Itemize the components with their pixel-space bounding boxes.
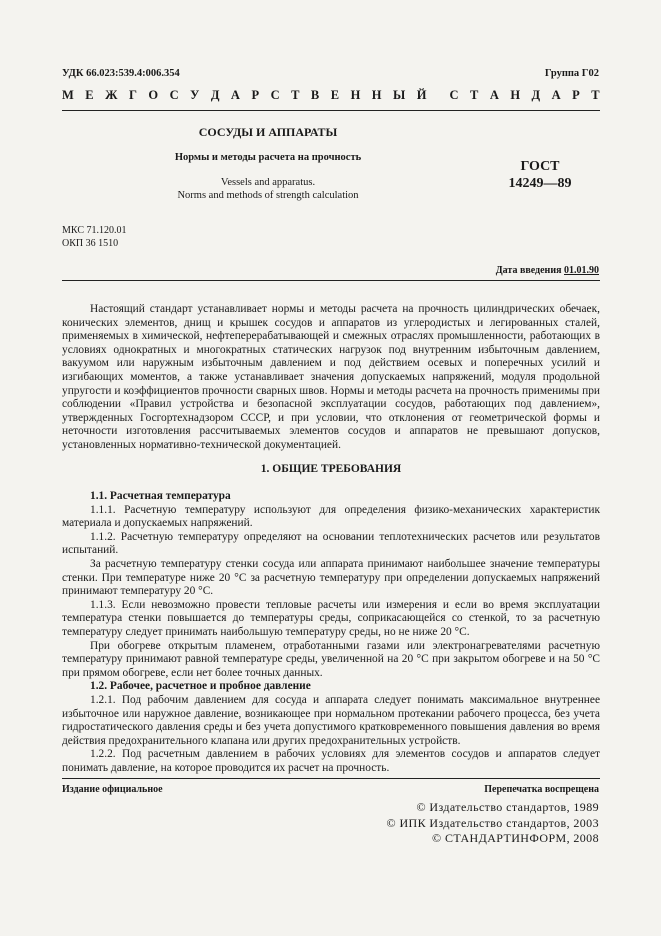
banner-letter: Р — [572, 88, 580, 102]
copyright-2003: © ИПК Издательство стандартов, 2003 — [386, 815, 599, 830]
copyright-block — [387, 800, 599, 847]
banner-letter: Н — [510, 88, 521, 102]
banner-letter: Н — [350, 88, 361, 102]
subsection-1-2-title: 1.2. Рабочее, расчетное и пробное давление — [90, 680, 311, 693]
banner-letter: Ж — [105, 88, 118, 102]
banner-letter: А — [489, 88, 499, 102]
header-rule — [62, 110, 600, 111]
copyright-1989: © Издательство стандартов, 1989 — [416, 800, 599, 814]
paragraph-1-1-2: 1.1.2. Расчетную температуру определяют на основании теплотехнических расчетов или результатов испытаний. — [62, 530, 600, 557]
banner-letter: У — [190, 88, 200, 102]
udk-code: УДК 66.023:539.4:006.354 — [62, 68, 180, 79]
banner-letter: Е — [85, 88, 94, 102]
paragraph-1-1-1: 1.1.1. Расчетную температуру используют для определения физико-механических характеристик материала и допускаемых напряжений. — [62, 503, 600, 530]
banner-letter: Т — [291, 88, 300, 102]
english-title-line1: Vessels and apparatus. — [220, 177, 316, 188]
banner-letter: Р — [251, 88, 260, 102]
banner-letter: Д — [210, 88, 220, 102]
paragraph-1-2-1: 1.2.1. Под рабочим давлением для сосуда и аппарата следует понимать максимальное внутреннее избыточное или наружное давление, возникающее при нормальном протекании рабочего процесса, без учета гидростатического давления среды и без учета допустимого кратковременного повышения давления во время действия предохранительного клапана или других предохранительных устройств. — [62, 693, 600, 747]
footer-rule — [62, 778, 600, 779]
copyright-2008: © СТАНДАРТИНФОРМ, 2008 — [432, 831, 599, 845]
banner-letter: Н — [371, 88, 382, 102]
section-1-body — [62, 490, 600, 775]
paragraph-1-2-2: 1.2.2. Под расчетным давлением в рабочих условиях для элементов сосудов и аппаратов следует понимать давление, на которое проводится их расчет на прочность. — [62, 748, 600, 774]
banner-letter: А — [551, 88, 561, 102]
banner-letter: Т — [469, 88, 479, 102]
gost-label: ГОСТ — [520, 159, 560, 174]
standard-banner — [62, 88, 600, 103]
intro-section — [62, 303, 600, 453]
paragraph-1-1-2-cont: За расчетную температуру стенки сосуда или аппарата принимают наибольшее значение температуры стенки. При температуре ниже 20 °С за расчетную температуру при определении допускаемых напряжений принимают температуру 20 °С. — [62, 557, 600, 598]
gost-number: 14249—89 — [508, 176, 572, 191]
gost-designation — [500, 158, 580, 192]
banner-letter: Д — [531, 88, 541, 102]
document-subtitle: Нормы и методы расчета на прочность — [174, 152, 362, 163]
banner-letter: С — [169, 88, 179, 102]
banner-letter: Т — [591, 88, 600, 102]
intro-date — [496, 265, 599, 276]
banner-letter: О — [148, 88, 159, 102]
english-title — [62, 176, 474, 202]
paragraph-1-1-3: 1.1.3. Если невозможно провести тепловые расчеты или измерения и если во время эксплуатации температура стенки повышается до температуры среды, соприкасающейся со стенкой, то за расчетную температуру следует принимать наибольшую температуру среды, но не ниже 20 °С. — [62, 598, 600, 638]
banner-letter: Г — [128, 88, 137, 102]
banner-letter: Е — [330, 88, 340, 102]
banner-letter: Ы — [393, 88, 406, 102]
official-edition: Издание официальное — [62, 784, 163, 795]
paragraph-1-1-3-cont: При обогреве открытым пламенем, отработанными газами или электронагревателями расчетную температуру принимают равной температуре среды, увеличенной на 20 °С при закрытом обогреве и на 50 °С при прямом обогреве, если нет более точных данных. — [62, 639, 600, 679]
mks-code: МКС 71.120.01 — [62, 225, 127, 236]
banner-letter: Й — [416, 88, 427, 102]
intro-date-label: Дата введения — [495, 265, 564, 276]
banner-letter: М — [62, 88, 74, 102]
banner-letter: С — [270, 88, 280, 102]
banner-letter: В — [310, 88, 320, 102]
date-rule — [62, 280, 600, 281]
intro-paragraph: Настоящий стандарт устанавливает нормы и методы расчета на прочность цилиндрических обечаек, конических элементов, днищ и крышек сосудов и аппаратов из углеродистых и легированных сталей, применяемых в химической, нефтеперерабатывающей и смежных отраслях промышленности, работающих в условиях однократных и многократных статических нагрузок под внутренним избыточным давлением, вакуумом или наружным избыточным давлением и под действием осевых и поперечных усилий и изгибающих моментов, а также устанавливает значения допускаемых напряжений, модуля продольной упругости и коэффициентов прочности сварных швов. Нормы и методы расчета на прочность применимы при соблюдении «Правил устройства и безопасной эксплуатации сосудов, работающих под давлением», утвержденных Госгортехнадзором СССР, и при условии, что отклонения от геометрической формы и неточности изготовления рассчитываемых элементов сосудов и аппаратов не превышают допусков, установленных нормативно-технической документацией. — [62, 303, 600, 451]
reprint-notice: Перепечатка воспрещена — [484, 784, 599, 795]
intro-date-value: 01.01.90 — [564, 265, 599, 276]
section-1-title: 1. ОБЩИЕ ТРЕБОВАНИЯ — [260, 463, 402, 475]
group-code: Группа Г02 — [544, 68, 599, 79]
okp-code: ОКП 36 1510 — [62, 238, 119, 249]
document-title: СОСУДЫ И АППАРАТЫ — [198, 125, 338, 139]
banner-letter: С — [449, 88, 459, 102]
classification-codes — [62, 224, 126, 250]
subsection-1-1-title: 1.1. Расчетная температура — [90, 490, 231, 502]
english-title-line2: Norms and methods of strength calculation — [177, 190, 359, 201]
banner-letter: А — [230, 88, 240, 102]
